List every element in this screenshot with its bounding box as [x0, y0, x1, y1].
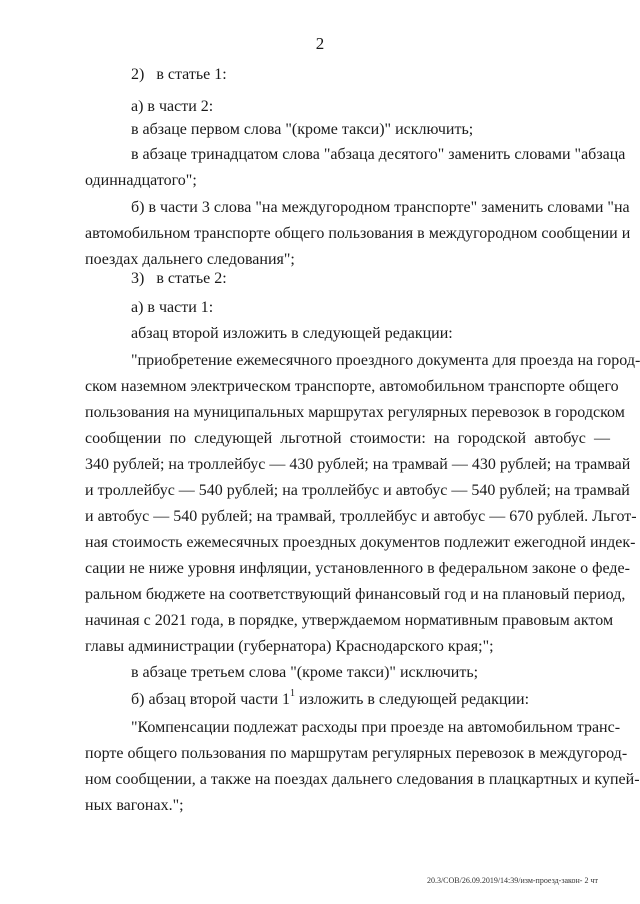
text-line: а) в части 2:	[131, 98, 214, 115]
text-line: ном сообщении, а также на поездах дальнего следования в плацкартных и купей-	[85, 771, 640, 788]
text-line: б) в части 3 слова "на междугородном транспорте" заменить словами "на	[131, 199, 630, 216]
text-line: в абзаце тринадцатом слова "абзаца десятого" заменить словами "абзаца	[131, 146, 626, 163]
paragraph-first-exclusion	[85, 117, 640, 143]
paragraph-second-intro	[85, 321, 640, 347]
compensation-quote	[85, 715, 640, 819]
text-line: и троллейбус — 540 рублей; на троллейбус и автобус — 540 рублей; на трамвай	[85, 482, 630, 499]
text-line: 340 рублей; на троллейбус — 430 рублей; на трамвай — 430 рублей; на трамвай	[85, 456, 631, 473]
subitem-b-part-1-1	[85, 687, 640, 713]
text-line: сации не ниже уровня инфляции, установленного в федеральном законе о феде-	[85, 560, 630, 577]
text-line: а) в части 1:	[131, 299, 214, 316]
subitem-a-part-1	[85, 295, 640, 321]
text-line: ском наземном электрическом транспорте, автомобильном транспорте общего	[85, 378, 619, 395]
text-line: в абзаце третьем слова "(кроме такси)" исключить;	[131, 664, 479, 681]
text-line: 3) в статье 2:	[131, 270, 227, 287]
text-fragment: изложить в следующей редакции:	[295, 691, 530, 708]
text-line: ных вагонах.";	[85, 797, 184, 814]
text-line: абзац второй изложить в следующей редакции:	[131, 325, 453, 342]
text-line: "Компенсации подлежат расходы при проезде на автомобильном транс-	[131, 719, 621, 736]
text-line: и автобус — 540 рублей; на трамвай, троллейбус и автобус — 670 рублей. Льгот-	[85, 508, 637, 525]
text-line	[131, 687, 640, 713]
paragraph-thirteenth-replacement	[85, 142, 626, 194]
amendment-item-3	[85, 266, 640, 292]
text-line: сообщении по следующей льготной стоимости: на городской автобус —	[85, 430, 610, 447]
text-line: одиннадцатого";	[85, 172, 197, 189]
text-fragment: б) абзац второй части 1	[131, 691, 290, 708]
text-line: пользования на муниципальных маршрутах регулярных перевозок в городском	[85, 404, 625, 421]
text-line: начиная с 2021 года, в порядке, утверждаемом нормативным правовым актом	[85, 612, 614, 629]
text-line: ральном бюджете на соответствующий финансовый год и на плановый период,	[85, 586, 626, 603]
text-line: главы администрации (губернатора) Краснодарского края;";	[85, 638, 494, 655]
new-wording-quote	[85, 348, 640, 660]
page-number: 2	[315, 34, 325, 53]
text-line: порте общего пользования по маршрутам регулярных перевозок в междугород-	[85, 745, 628, 762]
subitem-b-part-3	[85, 195, 631, 273]
text-line: "приобретение ежемесячного проездного документа для проезда на город-	[131, 352, 640, 369]
text-line: в абзаце первом слова "(кроме такси)" исключить;	[131, 121, 474, 138]
paragraph-third-exclusion	[85, 660, 640, 686]
text-line: поездах дальнего следования";	[85, 251, 295, 268]
text-line: 2) в статье 1:	[131, 66, 227, 83]
text-line: ная стоимость ежемесячных проездных документов подлежит ежегодной индек-	[85, 534, 636, 551]
superscript: 1	[290, 687, 295, 699]
amendment-item-2	[85, 62, 640, 88]
document-footer-code: 20.3/СОВ/26.09.2019/14:39/изм-проезд-закон- 2 чт	[426, 876, 598, 885]
text-line: автомобильном транспорте общего пользования в междугородном сообщении и	[85, 225, 631, 242]
